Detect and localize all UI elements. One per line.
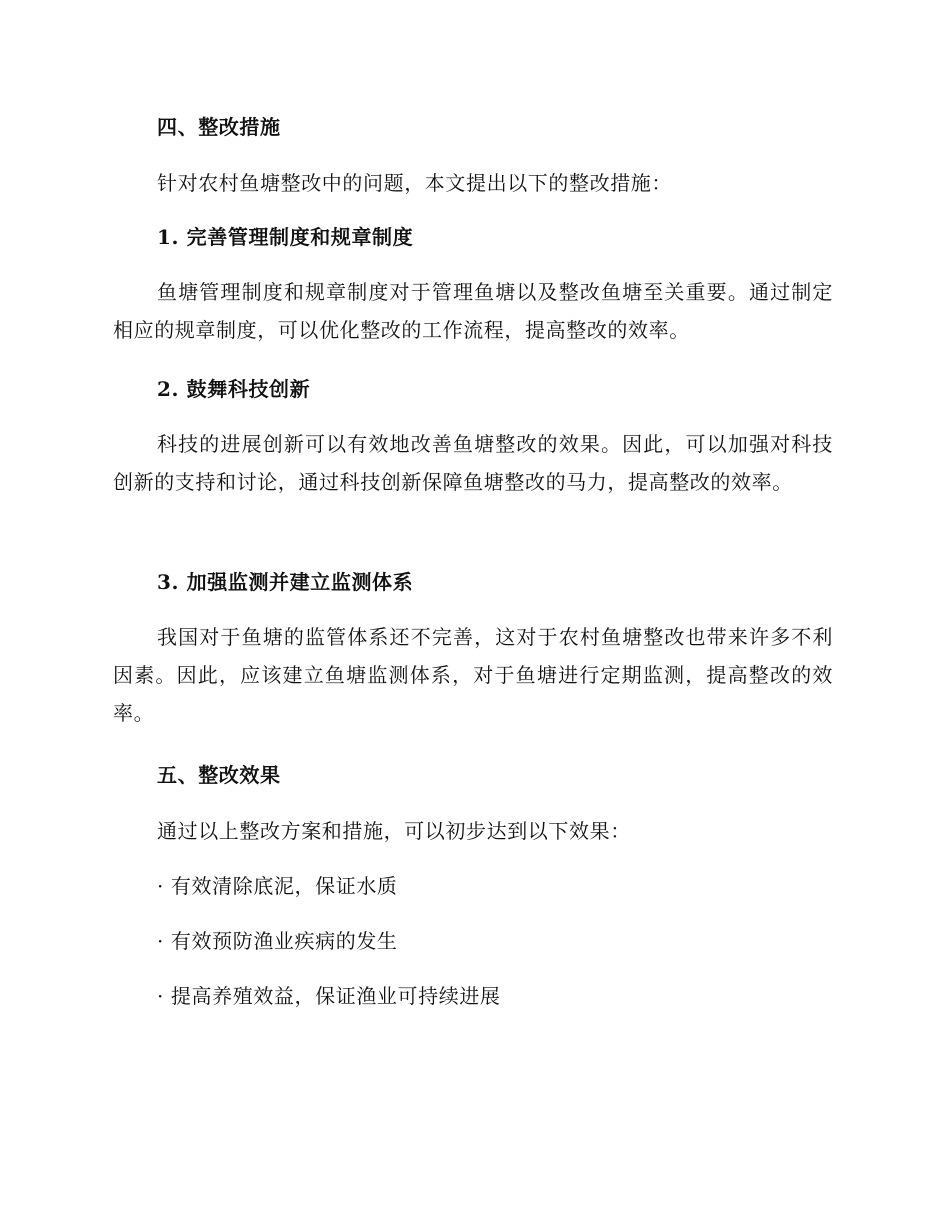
section-intro-effects: 通过以上整改方案和措施，可以初步达到以下效果： — [157, 819, 631, 843]
effect-item-2: · 有效预防渔业疾病的发生 — [157, 929, 398, 953]
measure-body-1: 鱼塘管理制度和规章制度对于管理鱼塘以及整改鱼塘至关重要。通过制定相应的规章制度，可以优化整改的工作流程，提高整改的效率。 — [113, 280, 833, 342]
section-intro-measures: 针对农村鱼塘整改中的问题，本文提出以下的整改措施： — [157, 171, 672, 195]
measure-title-1: 1. 完善管理制度和规章制度 — [157, 225, 414, 249]
effect-item-3: · 提高养殖效益，保证渔业可持续进展 — [157, 984, 501, 1008]
measure-body-3: 我国对于鱼塘的监管体系还不完善，这对于农村鱼塘整改也带来许多不利因素。因此，应该建立鱼塘监测体系，对于鱼塘进行定期监测，提高整改的效率。 — [113, 625, 833, 725]
section-heading-effects: 五、整改效果 — [157, 763, 281, 787]
measure-body-2: 科技的进展创新可以有效地改善鱼塘整改的效果。因此，可以加强对科技创新的支持和讨论，通过科技创新保障鱼塘整改的马力，提高整改的效率。 — [113, 432, 833, 494]
section-heading-measures: 四、整改措施 — [157, 115, 281, 139]
measure-title-3: 3. 加强监测并建立监测体系 — [157, 570, 414, 594]
effect-item-1: · 有效清除底泥，保证水质 — [157, 874, 398, 898]
measure-title-2: 2. 鼓舞科技创新 — [157, 377, 311, 401]
